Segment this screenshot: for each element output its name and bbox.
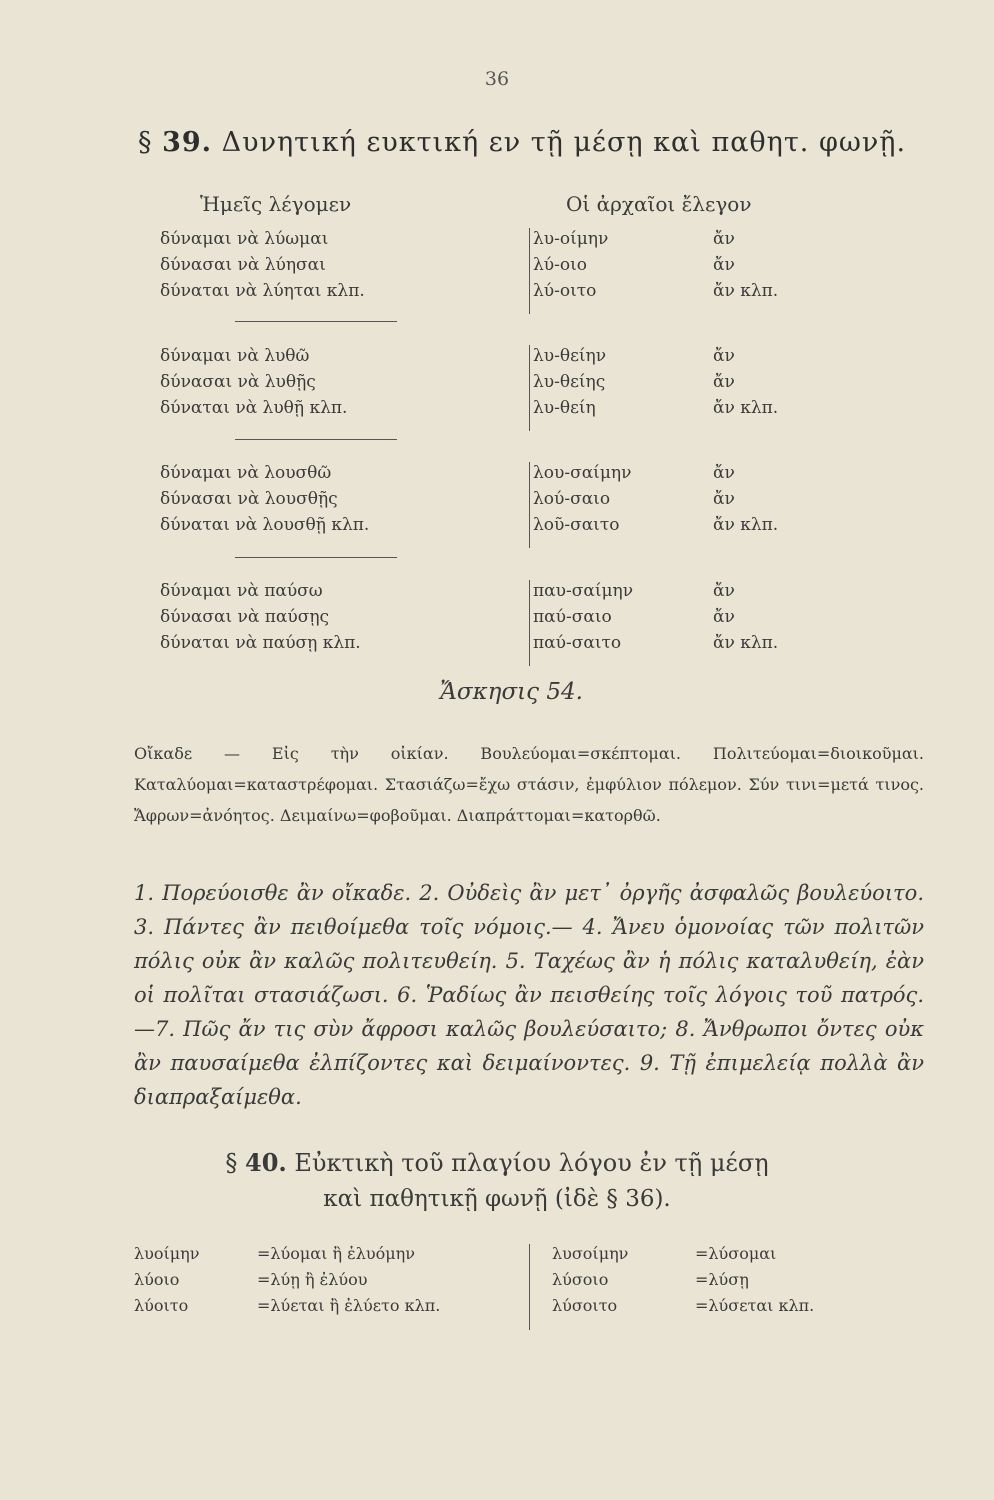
paradigm-line: δύναται νὰ λυθῇ κλπ. bbox=[160, 398, 348, 418]
ancient-form: λυ-θείην bbox=[533, 346, 607, 366]
bottom-right-equivalents bbox=[695, 1241, 814, 1319]
column-separator bbox=[529, 228, 530, 314]
particle-an: ἄν bbox=[713, 581, 735, 601]
optative-form: λυσοίμην bbox=[552, 1244, 629, 1263]
ancient-form: λυ-θείης bbox=[533, 372, 606, 392]
particle-an: ἄν κλπ. bbox=[713, 398, 779, 418]
equivalent-form: =λύομαι ἢ ἐλυόμην bbox=[257, 1244, 415, 1263]
paradigm-line: δύναμαι νὰ παύσω bbox=[160, 581, 323, 601]
bottom-left-equivalents bbox=[257, 1241, 440, 1319]
exercise-heading: Ἄσκησις 54. bbox=[440, 679, 583, 705]
ancient-form: λύ-οιτο bbox=[533, 281, 597, 301]
particle-an: ἄν κλπ. bbox=[713, 281, 779, 301]
particle-an-group-4 bbox=[713, 578, 778, 656]
paradigm-left-group-4 bbox=[160, 578, 361, 656]
particle-an: ἄν κλπ. bbox=[713, 633, 779, 653]
paradigm-line: δύναται νὰ παύσῃ κλπ. bbox=[160, 633, 361, 653]
particle-an: ἄν κλπ. bbox=[713, 515, 779, 535]
column-header-right: Οἱ ἀρχαῖοι ἔλεγον bbox=[566, 192, 752, 216]
bottom-left-forms bbox=[134, 1241, 199, 1319]
section-title: Δυνητική ευκτική εν τῇ μέσῃ καὶ παθητ. φωνῇ. bbox=[221, 127, 907, 158]
column-header-left: Ἡμεῖς λέγομεν bbox=[200, 192, 352, 216]
ancient-form: λού-σαιο bbox=[533, 489, 611, 509]
section-number: 40. bbox=[245, 1148, 287, 1177]
section-title-line-1: Εὐκτικὴ τοῦ πλαγίου λόγου ἐν τῇ μέσῃ bbox=[294, 1149, 769, 1177]
bottom-right-forms bbox=[552, 1241, 628, 1319]
ancient-form: λου-σαίμην bbox=[533, 463, 632, 483]
paradigm-line: δύνασαι νὰ παύσῃς bbox=[160, 607, 330, 627]
ancient-form: παύ-σαιτο bbox=[533, 633, 622, 653]
optative-form: λύοιτο bbox=[134, 1296, 189, 1315]
particle-an: ἄν bbox=[713, 255, 735, 275]
ancient-form: λυ-οίμην bbox=[533, 229, 609, 249]
particle-an: ἄν bbox=[713, 372, 735, 392]
divider-line bbox=[235, 557, 397, 558]
particle-an: ἄν bbox=[713, 346, 735, 366]
paradigm-line: δύνασαι νὰ λύησαι bbox=[160, 255, 326, 275]
paradigm-line: δύναμαι νὰ λυθῶ bbox=[160, 346, 310, 366]
equivalent-form: =λύῃ ἢ ἐλύου bbox=[257, 1270, 368, 1289]
section-39-heading bbox=[138, 127, 906, 158]
paradigm-left-group-3 bbox=[160, 460, 369, 538]
paradigm-ancient-group-1 bbox=[533, 226, 608, 304]
particle-an-group-1 bbox=[713, 226, 778, 304]
ancient-form: λοῦ-σαιτο bbox=[533, 515, 620, 535]
ancient-form: λυ-θείη bbox=[533, 398, 596, 418]
optative-form: λύσοιτο bbox=[552, 1296, 618, 1315]
column-separator bbox=[529, 462, 530, 548]
particle-an: ἄν bbox=[713, 229, 735, 249]
paradigm-ancient-group-3 bbox=[533, 460, 631, 538]
equivalent-form: =λύεται ἢ ἐλύετο κλπ. bbox=[257, 1296, 441, 1315]
page-number: 36 bbox=[484, 68, 510, 90]
paradigm-ancient-group-2 bbox=[533, 343, 606, 421]
paradigm-line: δύνασαι νὰ λυθῇς bbox=[160, 372, 316, 392]
paradigm-line: δύναται νὰ λουσθῇ κλπ. bbox=[160, 515, 370, 535]
paradigm-left-group-1 bbox=[160, 226, 365, 304]
particle-an-group-2 bbox=[713, 343, 778, 421]
ancient-form: παύ-σαιο bbox=[533, 607, 612, 627]
section-40-heading bbox=[0, 1148, 994, 1177]
column-separator bbox=[529, 1244, 530, 1330]
ancient-form: λύ-οιο bbox=[533, 255, 587, 275]
optative-form: λύοιο bbox=[134, 1270, 180, 1289]
particle-an: ἄν bbox=[713, 607, 735, 627]
paradigm-line: δύναμαι νὰ λουσθῶ bbox=[160, 463, 332, 483]
paradigm-left-group-2 bbox=[160, 343, 347, 421]
equivalent-form: =λύσῃ bbox=[695, 1270, 749, 1289]
divider-line bbox=[235, 321, 397, 322]
section-symbol: § bbox=[138, 127, 153, 158]
optative-form: λύσοιο bbox=[552, 1270, 609, 1289]
optative-form: λυοίμην bbox=[134, 1244, 200, 1263]
exercise-sentences: 1. Πορεύοισθε ἂν οἴκαδε. 2. Οὐδεὶς ἂν μετ᾽ ὀργῆς ἀσφαλῶς βουλεύοιτο. 3. Πάντες ἂν πειθοίμεθα τοῖς νόμοις.— 4. Ἄνευ ὁμονοίας τῶν πολιτῶν πόλις οὐκ ἂν καλῶς πολιτευθείη. 5. Ταχέως ἂν ἡ πόλις καταλυθείη, ἐὰν οἱ πολῖται στασιάζωσι. 6. Ῥαδίως ἂν πεισθείης τοῖς λόγοις τοῦ πατρός. —7. Πῶς ἄν τις σὺν ἄφροσι καλῶς βουλεύσαιτο; 8. Ἄνθρωποι ὄντες οὐκ ἂν παυσαίμεθα ἐλπίζοντες καὶ δειμαίνοντες. 9. Τῇ ἐπιμελείᾳ πολλὰ ἂν διαπραξαίμεθα. bbox=[134, 881, 924, 1109]
section-40-title-line-2: καὶ παθητικῇ φωνῇ (ἰδὲ § 36). bbox=[323, 1186, 671, 1212]
section-number: 39. bbox=[162, 127, 213, 158]
column-separator bbox=[529, 345, 530, 431]
particle-an: ἄν bbox=[713, 463, 735, 483]
equivalent-form: =λύσεται κλπ. bbox=[695, 1296, 815, 1315]
equivalent-form: =λύσομαι bbox=[695, 1244, 777, 1263]
ancient-form: παυ-σαίμην bbox=[533, 581, 634, 601]
column-separator bbox=[529, 580, 530, 666]
paradigm-line: δύνασαι νὰ λουσθῇς bbox=[160, 489, 338, 509]
divider-line bbox=[235, 439, 397, 440]
particle-an-group-3 bbox=[713, 460, 778, 538]
paradigm-line: δύναται νὰ λύηται κλπ. bbox=[160, 281, 365, 301]
particle-an: ἄν bbox=[713, 489, 735, 509]
section-symbol: § bbox=[225, 1149, 238, 1177]
vocabulary-paragraph: Οἴκαδε — Εἰς τὴν οἰκίαν. Βουλεύομαι=σκέπτομαι. Πολιτεύομαι=διοικοῦμαι. Καταλύομαι=καταστρέφομαι. Στασιάζω=ἔχω στάσιν, ἐμφύλιον πόλεμον. Σύν τινι=μετά τινος. Ἄφρων=ἀνόητος. Δειμαίνω=φοβοῦμαι. Διαπράττομαι=κατορθῶ. bbox=[134, 744, 924, 825]
paradigm-ancient-group-4 bbox=[533, 578, 633, 656]
paradigm-line: δύναμαι νὰ λύωμαι bbox=[160, 229, 329, 249]
